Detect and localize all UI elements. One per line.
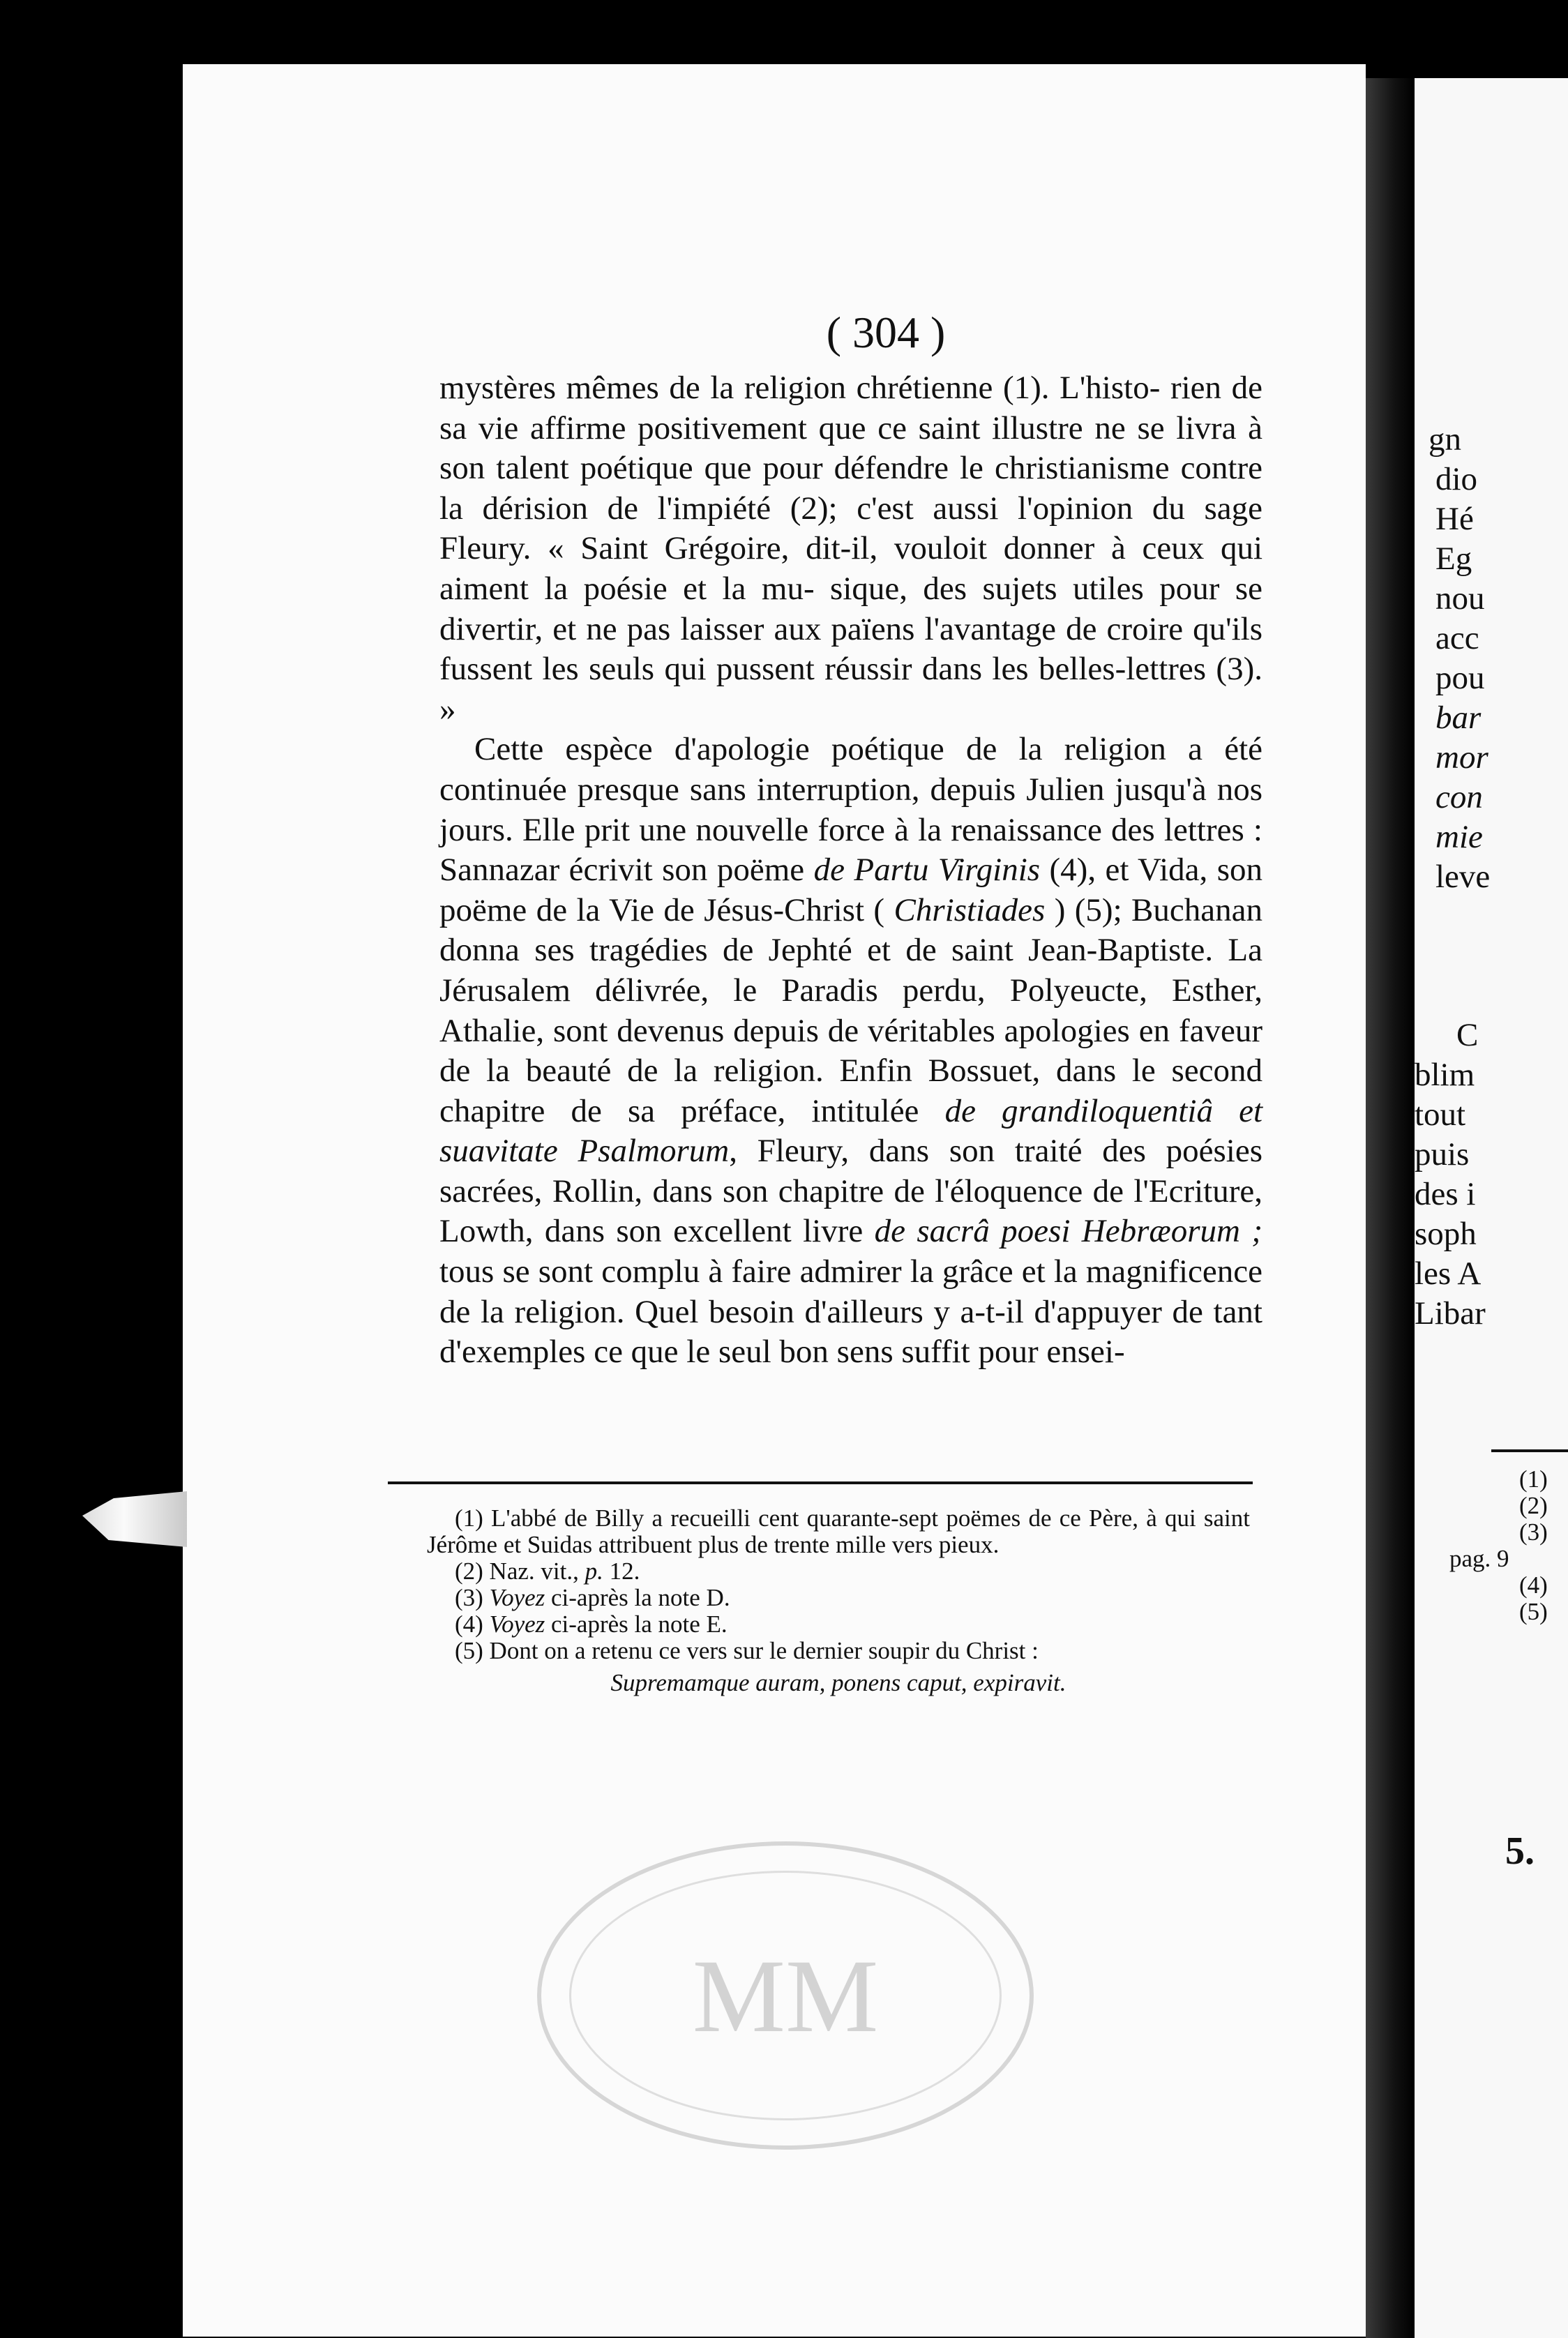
right-footnote: (1) [1519,1465,1548,1493]
text-line: aussi l'opinion du sage Fleury. « Saint Grégoire, dit-il, [439,490,1262,567]
footnote-italic: Voyez [489,1611,545,1638]
italic-title: de grandiloquentiâ et suavitate Psalmorum [439,1092,1262,1170]
right-line: Eg [1435,541,1472,577]
italic-title: de sacrâ poesi Hebræorum ; [874,1213,1262,1250]
right-line: soph [1415,1216,1477,1252]
right-line: blim [1415,1057,1475,1093]
paragraph-1 [439,368,1262,730]
right-line: con [1435,779,1483,815]
right-line: Libar [1415,1295,1486,1332]
right-line: gn [1428,421,1461,458]
footnote-italic: Voyez [489,1584,545,1611]
right-footnote: (4) [1519,1571,1548,1599]
right-footnote: (2) [1519,1492,1548,1519]
right-line: bar [1435,700,1482,736]
footnote-1: (1) L'abbé de Billy a recueilli cent quarante-sept poëmes de ce Père, à qui saint Jérôme et Suidas attribuent plus de trente mille vers pieux. [427,1504,1250,1558]
right-line: des i [1415,1176,1476,1212]
footnote-italic: p. [585,1558,603,1585]
footnote-text: (3) [455,1584,490,1611]
right-line: les A [1415,1255,1482,1292]
footnote-2 [427,1558,1250,1585]
book-gutter [1366,78,1415,2338]
italic-title: Christiades [894,891,1046,928]
footnote-text: 12. [603,1558,640,1585]
stamp-monogram: MM [692,1938,879,2054]
right-line: acc [1435,620,1479,656]
text-line: mystères mêmes de la religion chrétienne (1). L'histo- [439,370,1161,406]
library-stamp [537,1841,1034,2150]
paper-tab [82,1484,187,1554]
footnote-3 [427,1585,1250,1611]
paragraph-2 [439,730,1262,1373]
right-footnote-rule [1491,1449,1568,1452]
text-line: qui pussent réussir dans les belles-lettres (3). » [439,651,1262,727]
main-text [439,368,1262,1373]
italic-title: de Partu Virginis [813,852,1041,889]
right-line: tout [1415,1096,1466,1133]
footnote-verse: Supremamque auram, ponens caput, expiravit. [610,1669,1066,1696]
text-line: vouloit donner à ceux qui aiment la poésie et la mu- [439,530,1263,607]
right-line: Hé [1435,501,1474,537]
footnote-text: (2) Naz. vit., [455,1558,585,1585]
footnote-4 [427,1611,1250,1638]
right-footnote: (5) [1519,1598,1548,1625]
right-line: mor [1435,739,1488,776]
text-run: tous se sont complu à faire admirer la grâce et la magnificence de la religion. Quel besoin d'ailleurs y a-t-il d'appuyer de tant d'exemples ce que le seul bon sens suffit pour ensei- [439,1253,1262,1371]
text-line: rien de sa vie affirme positivement que ce saint illustre [439,370,1262,446]
right-line: pou [1435,660,1485,696]
text-run: Cette espèce d'apologie poétique de la religion a été continuée presque sans interruption, depuis Julien jusqu'à nos jours. Elle prit une nouvelle force à la renaissance des lettres : Sannazar écrivit son poëme [439,731,1262,889]
text-run: ) (5); Buchanan donna ses tragédies de Jephté et de saint Jean-Baptiste. La Jérusalem délivrée, le Paradis perdu, Polyeucte, Esther, Athalie, sont devenus depuis de véritables apologies en faveur de la beauté de la religion. Enfin Bossuet, dans le second chapitre de sa préface, intitulée [439,891,1262,1129]
right-line: dio [1435,461,1478,497]
text-line: ne se livra à son talent poétique que pour défendre le [439,409,1262,487]
right-line: leve [1435,859,1491,895]
text-run: , Fleury, dans son traité des poésies sacrées, Rollin, dans son chapitre de l'éloquence de l'Ecriture, Lowth, dans son excellent livre [439,1133,1262,1250]
text-line: aux païens l'avantage de croire qu'ils fussent les seuls [439,610,1263,688]
footnote-5: (5) Dont on a retenu ce vers sur le dernier soupir du Christ : [455,1637,1039,1664]
footnote-text: ci-après la note E. [545,1611,728,1638]
text-line: sique, des sujets utiles pour se divertir, et ne pas laisser [439,570,1262,647]
text-run: (4), et Vida, son poëme de la Vie de Jésus-Christ ( [439,852,1263,928]
right-page [1415,78,1568,2338]
right-footnote: pag. 9 [1449,1545,1509,1572]
right-line: mie [1435,819,1483,855]
right-line: nou [1435,580,1485,617]
signature-mark: 5. [1505,1830,1535,1873]
right-line: C [1456,1017,1479,1053]
right-footnote: (3) [1519,1518,1548,1546]
footnote-rule [388,1481,1253,1484]
footnote-text: ci-après la note D. [545,1584,730,1611]
footnotes [427,1505,1250,1696]
right-line: puis [1415,1136,1470,1172]
page-number: ( 304 ) [826,308,946,357]
text-line: christianisme contre la dérision de l'impiété (2); c'est [439,450,1263,527]
footnote-text: (4) [455,1611,490,1638]
